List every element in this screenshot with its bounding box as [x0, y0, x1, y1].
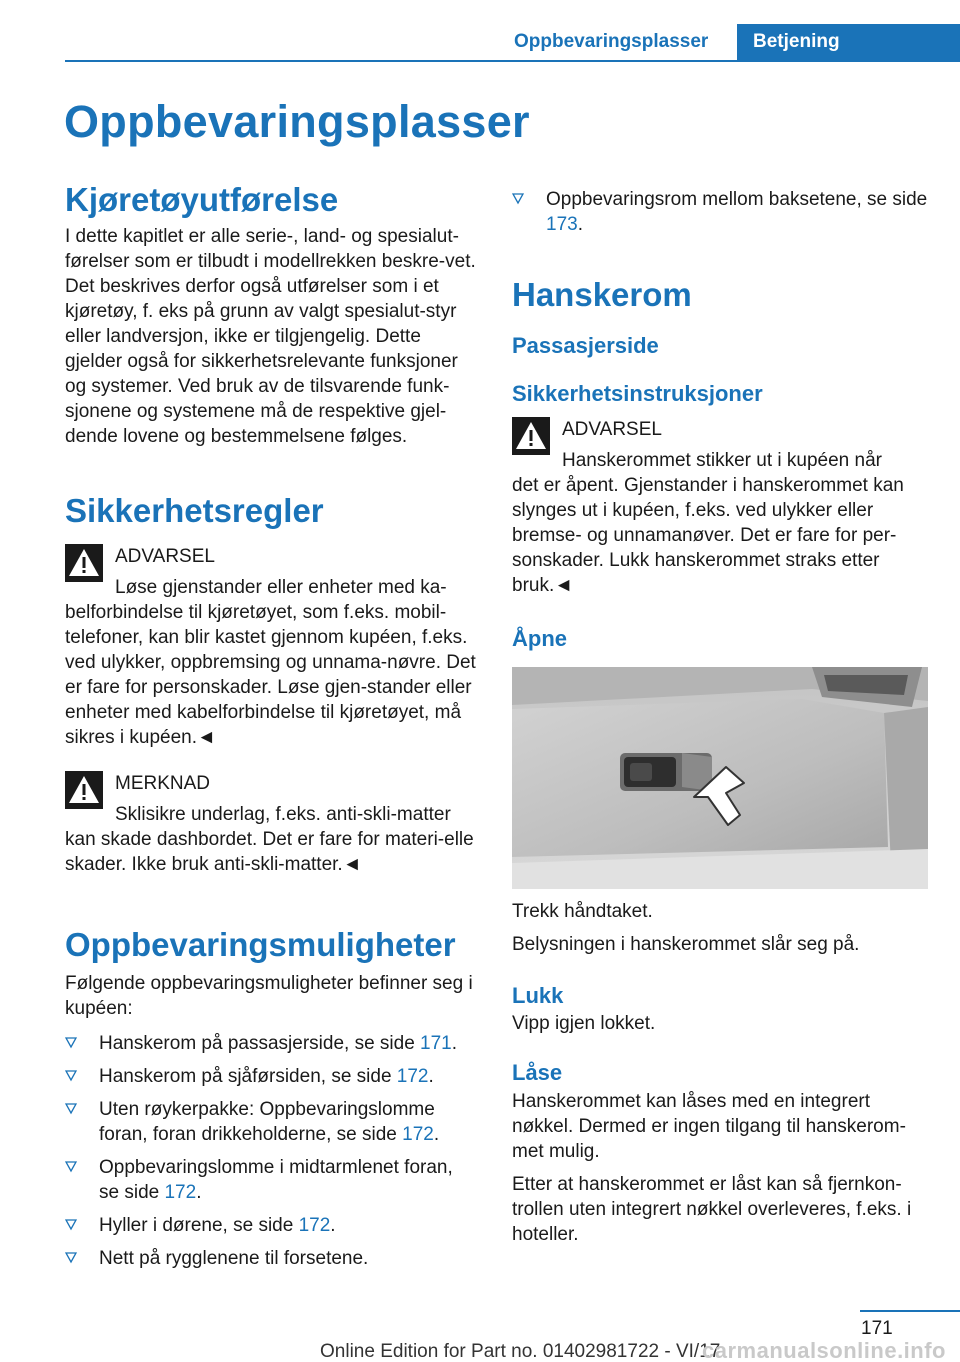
page-ref-link[interactable]: 172 — [396, 1065, 429, 1087]
triangle-bullet-icon — [65, 1161, 77, 1173]
warning-label: ADVARSEL — [115, 546, 215, 568]
triangle-bullet-icon — [65, 1252, 77, 1264]
header-section-title: Oppbevaringsplasser — [514, 31, 709, 52]
watermark-text: carmanualsonline.info — [702, 1338, 946, 1362]
page-title: Oppbevaringsplasser — [64, 96, 530, 147]
glovebox-illustration — [512, 667, 928, 889]
warning-box-hanskerom — [512, 417, 928, 598]
storage-list — [65, 1031, 477, 1271]
paragraph-kjoretoyutforelse: I dette kapitlet er alle serie-, land- og spesialut-førelser som er tilbudt i modellrekken beskre-vet. Det beskrives derfor også utførelser som i et kjøretøy, f. eks på grunn av valgt spesialut-styr eller landversjon, ikke er tilgjengelig. Dette gjelder også for sikkerhetsrelevante funksjoner og systemer. Ved bruk av de tilsvarende funk-sjonene og systemene må de respektive gjel-dende lovene og bestemmelsene følges. — [65, 225, 476, 447]
storage-list-continued — [512, 187, 928, 237]
paragraph-lase-2: Etter at hanskerommet er låst kan så fjernkon-trollen uten integrert nøkkel overleveres, f.eks. i hoteller. — [512, 1173, 912, 1245]
notice-text: kan skade dashbordet. Det er fare for materi-elle skader. Ikke bruk anti-skli-matter.◄ — [65, 829, 474, 876]
heading-passasjerside: Passasjerside — [512, 332, 659, 358]
heading-lukk: Lukk — [512, 982, 564, 1008]
notice-label: MERKNAD — [115, 773, 211, 795]
triangle-bullet-icon — [65, 1070, 77, 1082]
warning-triangle-icon — [65, 544, 103, 582]
list-item: Nett på rygglenene til forsetene. — [65, 1246, 477, 1271]
warning-box-merknad — [65, 771, 477, 877]
warning-triangle-icon — [512, 417, 550, 455]
notice-triangle-icon — [65, 771, 103, 809]
header-chapter-tab: Betjening — [737, 24, 960, 62]
right-column — [512, 187, 928, 1247]
footer-rule — [860, 1310, 960, 1312]
page-ref-link[interactable]: 172 — [298, 1214, 331, 1236]
triangle-bullet-icon — [65, 1103, 77, 1115]
page-ref-link[interactable]: 171 — [420, 1032, 452, 1054]
list-item: Oppbevaringslomme i midtarmlenet foran, se side 172. — [65, 1155, 477, 1205]
paragraph-lase-1: Hanskerommet kan låses med en integrert nøkkel. Dermed er ingen tilgang til hanskerom-met mulig. — [512, 1090, 906, 1162]
paragraph-belysning: Belysningen i hanskerommet slår seg på. — [512, 933, 860, 955]
heading-sikkerhetsregler: Sikkerhetsregler — [65, 491, 324, 529]
list-item: Oppbevaringsrom mellom baksetene, se side 173. — [512, 187, 928, 237]
heading-oppbevaringsmuligheter: Oppbevaringsmuligheter — [65, 926, 456, 964]
warning-text: det er åpent. Gjenstander i hanskerommet kan slynges ut i kupéen, f.eks. ved ulykker eller bremse- og unnamanøver. Det er fare for per-sonskader. Lukk hanskerommet straks etter bruk.◄ — [512, 475, 904, 597]
warning-text: belforbindelse til kjøretøyet, som f.eks. mobil-telefoner, kan blir kastet gjennom kupéen, f.eks. ved ulykker, oppbremsing og unnama-nøvre. Det er fare for personskader. Løse gjen-stander eller enheter med kabelforbindelse til kjøretøyet, må sikres i kupéen.◄ — [65, 602, 476, 749]
heading-sikkerhetsinstruksjoner: Sikkerhetsinstruksjoner — [512, 380, 763, 406]
glovebox-photo — [512, 667, 928, 889]
page-ref-link[interactable]: 172 — [402, 1123, 434, 1145]
list-item: Hanskerom på sjåførsiden, se side 172. — [65, 1064, 477, 1089]
triangle-bullet-icon — [512, 193, 524, 205]
page-ref-link[interactable]: 173 — [546, 214, 578, 235]
footer-edition: Online Edition for Part no. 01402981722 - VI/17 — [320, 1341, 721, 1362]
warning-text-first: Hanskerommet stikker ut i kupéen når — [562, 450, 882, 472]
triangle-bullet-icon — [65, 1219, 77, 1231]
heading-apne: Åpne — [512, 626, 567, 652]
list-item: Hyller i dørene, se side 172. — [65, 1213, 477, 1238]
paragraph-trekk: Trekk håndtaket. — [512, 900, 653, 922]
page-ref-link[interactable]: 172 — [164, 1181, 197, 1203]
triangle-bullet-icon — [65, 1037, 77, 1049]
list-item: Hanskerom på passasjerside, se side 171. — [65, 1031, 477, 1056]
header-rule — [65, 60, 960, 62]
warning-box-advarsel — [65, 544, 477, 750]
heading-kjoretoyutforelse: Kjøretøyutførelse — [65, 181, 339, 218]
heading-hanskerom: Hanskerom — [512, 276, 692, 313]
paragraph-oppbevaringsmuligheter: Følgende oppbevaringsmuligheter befinner seg i kupéen: — [65, 972, 473, 1019]
page-number: 171 — [861, 1318, 893, 1339]
list-item: Uten røykerpakke: Oppbevaringslomme foran, foran drikkeholderne, se side 172. — [65, 1097, 477, 1147]
warning-text-first: Løse gjenstander eller enheter med ka- — [115, 577, 447, 599]
paragraph-lukk: Vipp igjen lokket. — [512, 1013, 656, 1035]
left-column — [65, 180, 477, 1279]
heading-lase: Låse — [512, 1060, 563, 1086]
notice-text-first: Sklisikre underlag, f.eks. anti-skli-matter — [115, 804, 451, 826]
warning-label: ADVARSEL — [562, 419, 662, 441]
